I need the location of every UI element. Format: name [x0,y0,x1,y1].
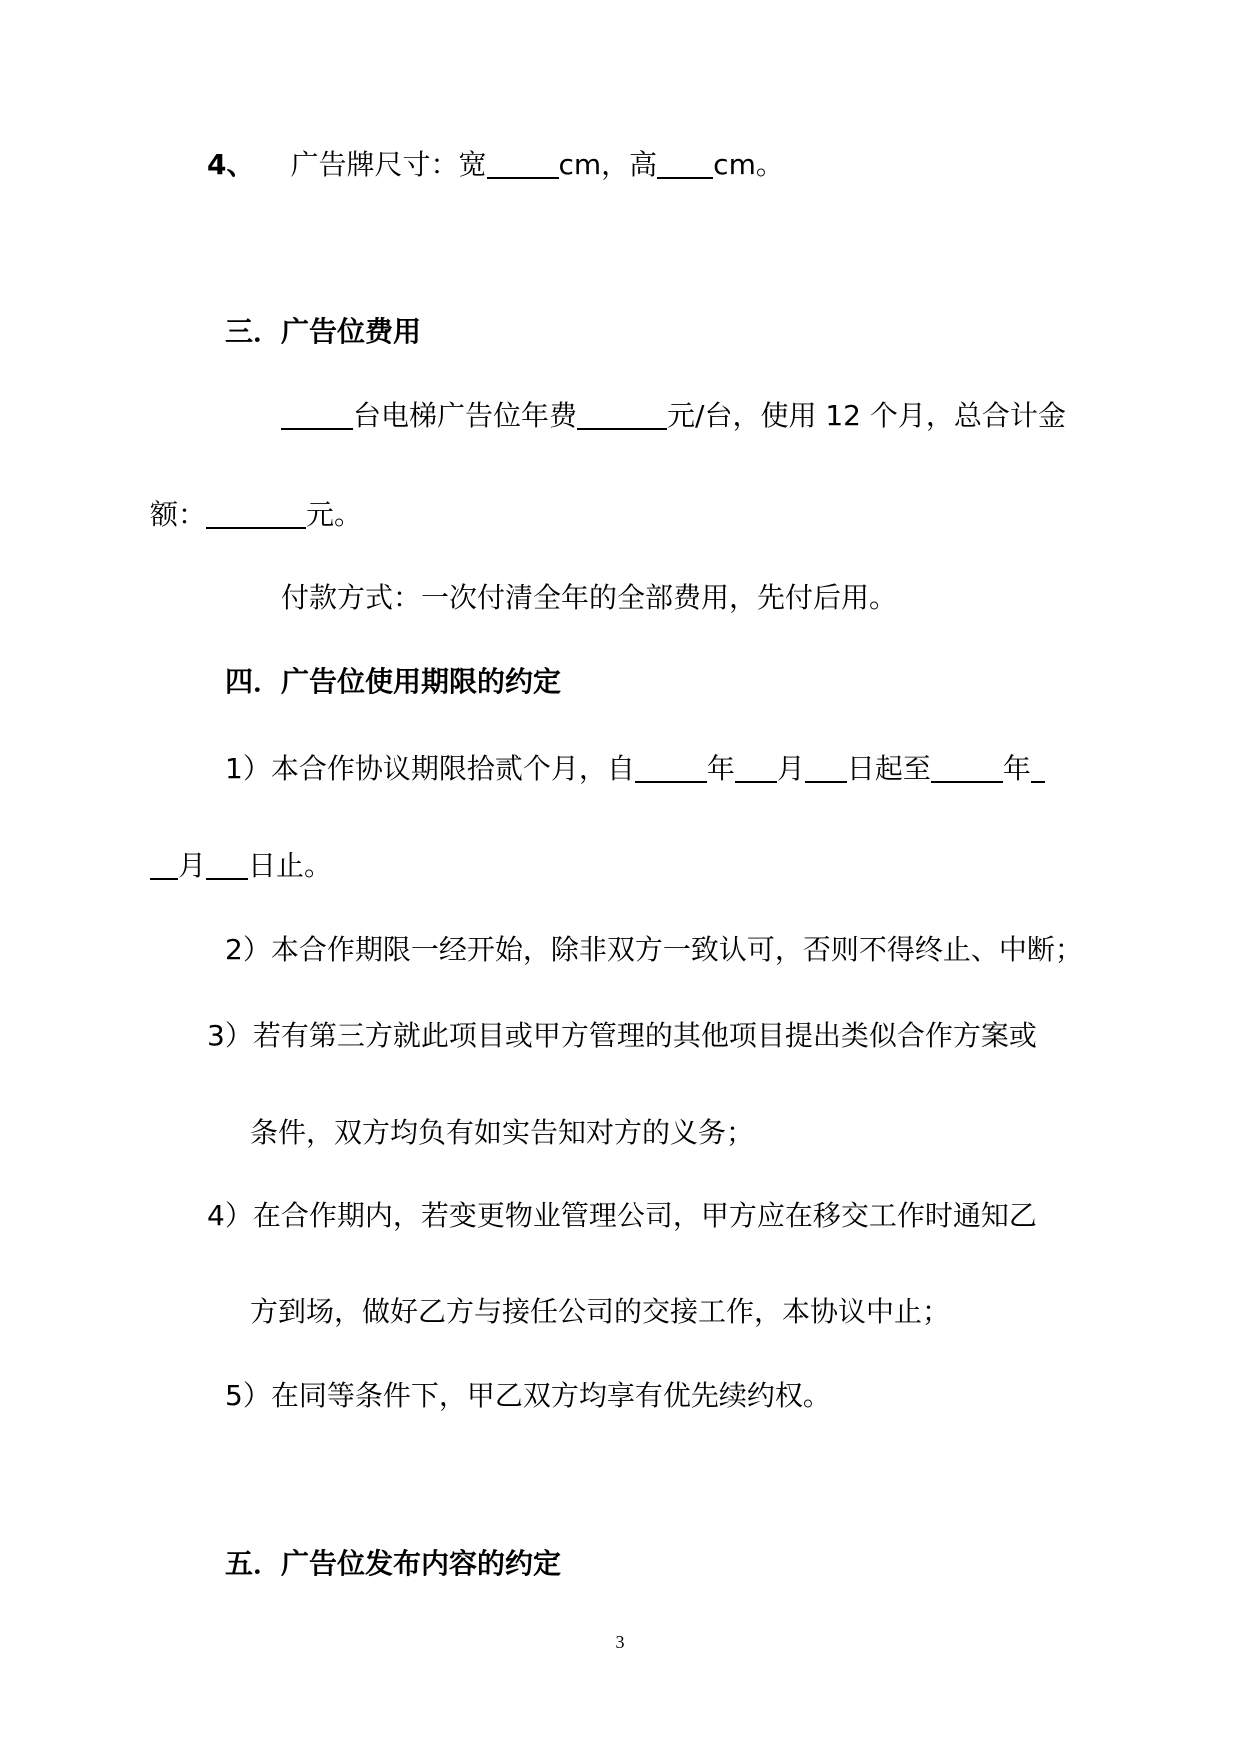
start-day-label: 日起至 [846,752,931,785]
item-4-number: 4、 [207,148,255,181]
start-day-blank[interactable] [805,751,847,783]
clause-1-line-1 [225,751,1045,787]
item-4-cm-height: cm，高 [558,148,658,181]
clause-1-line-2 [150,848,332,884]
clause-4-line-1: 4）在合作期内，若变更物业管理公司，甲方应在移交工作时通知乙 [207,1199,1037,1232]
end-year-blank[interactable] [931,751,1003,783]
section-3-heading: 三．广告位费用 [225,315,422,348]
clause-5: 5）在同等条件下，甲乙双方均享有优先续约权。 [225,1379,831,1412]
item-4-cm-end: cm。 [713,148,784,181]
item-4-label: 广告牌尺寸：宽 [290,148,487,181]
clause-2: 2）本合作期限一经开始，除非双方一致认可，否则不得终止、中断； [225,933,1083,966]
item-4-line [207,147,784,183]
elevator-count-blank[interactable] [281,398,353,430]
total-line [150,497,362,533]
start-year-label: 年 [706,752,735,785]
section-5-heading: 五．广告位发布内容的约定 [225,1547,562,1580]
width-blank[interactable] [487,147,559,179]
end-month-label: 月 [178,849,207,882]
clause-3-line-1: 3）若有第三方就此项目或甲方管理的其他项目提出类似合作方案或 [207,1019,1037,1052]
total-unit: 元。 [306,498,363,531]
end-day-blank[interactable] [206,848,248,880]
fee-part1: 台电梯广告位年费 [353,399,578,432]
page-number: 3 [615,1632,625,1652]
end-month-blank-part2[interactable] [150,848,178,880]
start-month-label: 月 [776,752,805,785]
annual-fee-blank[interactable] [577,398,667,430]
section-4-heading: 四．广告位使用期限的约定 [225,665,562,698]
clause-4-line-2: 方到场，做好乙方与接任公司的交接工作，本协议中止； [250,1295,951,1328]
fee-line [281,398,1066,434]
total-amount-blank[interactable] [206,497,306,529]
payment-method: 付款方式：一次付清全年的全部费用，先付后用。 [281,581,898,614]
start-year-blank[interactable] [635,751,707,783]
start-month-blank[interactable] [735,751,777,783]
height-blank[interactable] [657,147,713,179]
end-month-blank-part1[interactable] [1031,751,1045,783]
end-year-label: 年 [1002,752,1031,785]
total-label: 额： [150,498,207,531]
fee-part2: 元/台，使用 12 个月，总合计金 [667,399,1066,432]
end-day-label: 日止。 [248,849,333,882]
clause-1-start: 1）本合作协议期限拾贰个月，自 [225,752,635,785]
clause-3-line-2: 条件，双方均负有如实告知对方的义务； [250,1116,755,1149]
